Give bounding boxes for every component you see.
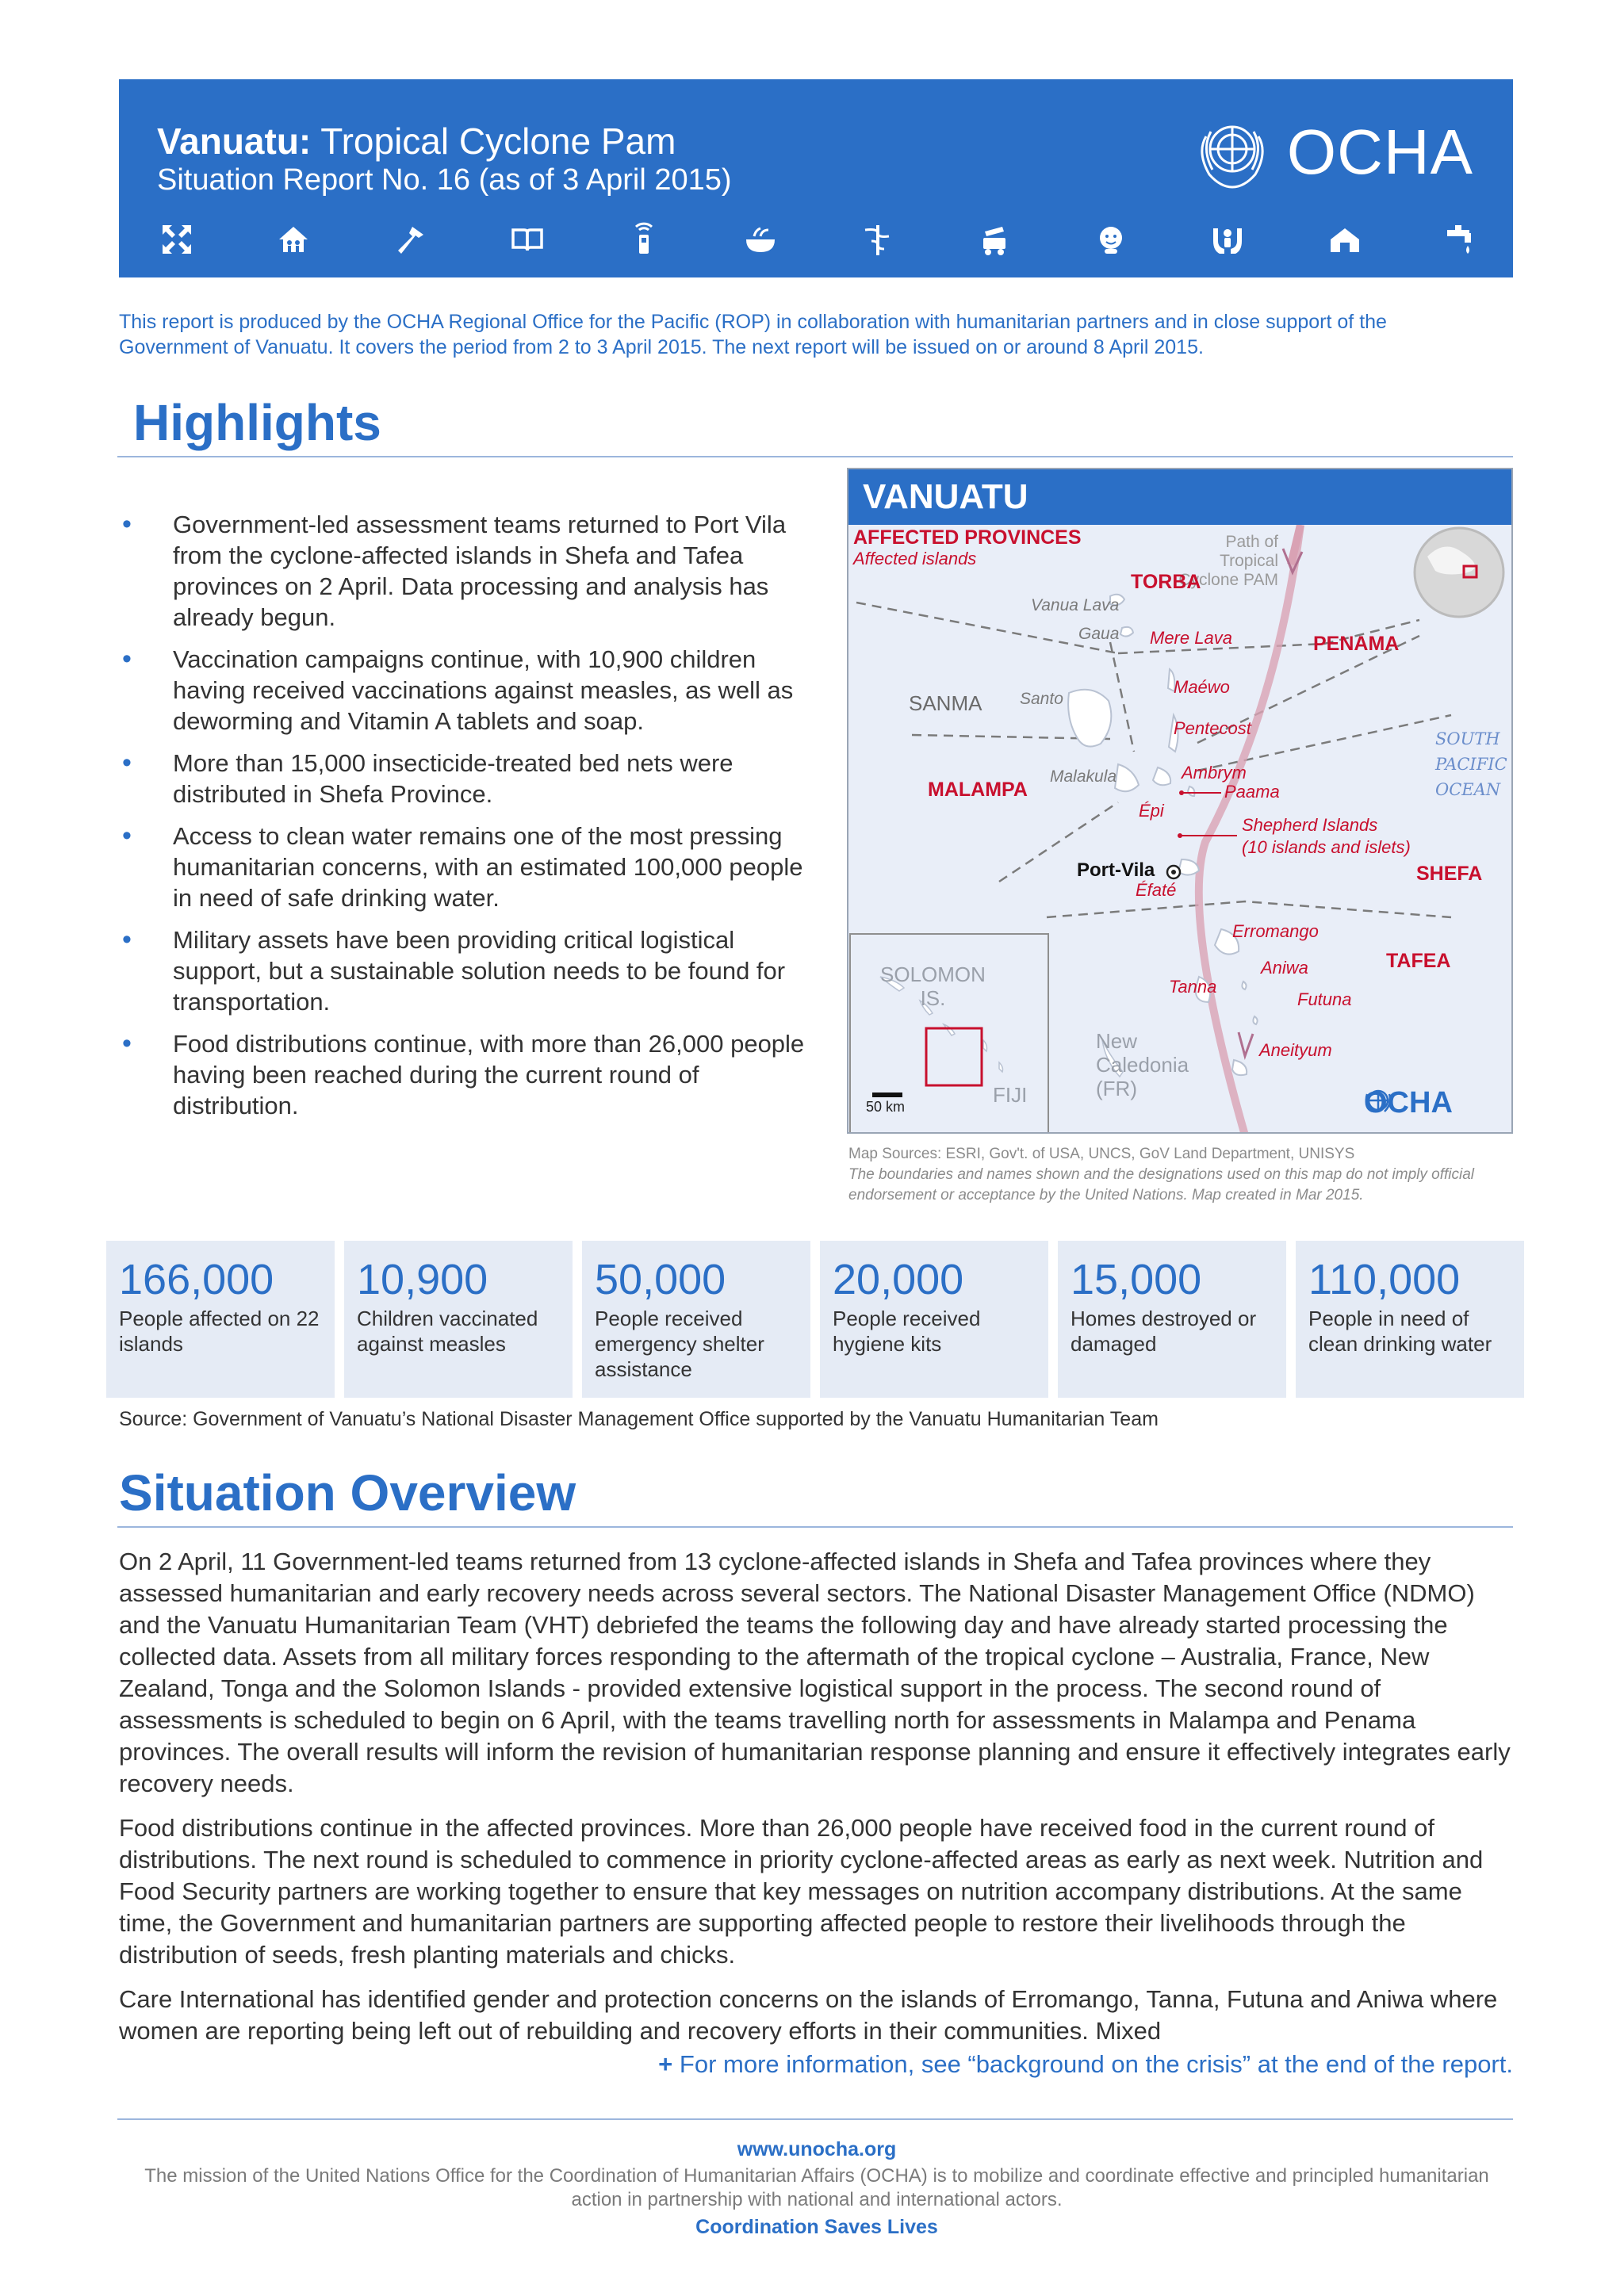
- island-erromango: Erromango: [1232, 921, 1319, 941]
- divider: [117, 2118, 1513, 2120]
- footer-url[interactable]: www.unocha.org: [737, 2138, 897, 2160]
- un-emblem-icon: [1364, 1086, 1392, 1115]
- stat-card: 10,900 Children vaccinated against measles: [344, 1241, 573, 1398]
- bullet-icon: •: [122, 509, 132, 539]
- education-icon: [508, 220, 547, 259]
- island-efate: Éfaté: [1136, 880, 1177, 900]
- bullet-icon: •: [122, 821, 132, 851]
- footer-mission: The mission of the United Nations Office for the Coordination of Humanitarian Affairs (OCHA) is to mobilize and coordinate effective and principled humanitarian action in partnership with national and international actors.: [144, 2165, 1489, 2210]
- map-sources: Map Sources: ESRI, Gov't. of USA, UNCS, GoV Land Department, UNISYS The boundaries and names shown and the designations used on this map do not imply official endorsement or acceptance by the United Nations. Map created in Mar 2015.: [848, 1146, 1474, 1203]
- camp-management-icon: [1325, 220, 1365, 259]
- overview-paragraph: Food distributions continue in the affected provinces. More than 26,000 people have received food in the current round of distributions. The next round is scheduled to commence in priority cyclone-affected areas as early as next week. Nutrition and Food Security partners are working together to ensure that key messages on nutrition accompany distributions. At the same time, the Government and humanitarian partners are supporting affected people to restore their livelihoods through the distribution of seeds, fresh planting materials and chicks.: [119, 1814, 1484, 1969]
- stat-card: 15,000 Homes destroyed or damaged: [1058, 1241, 1286, 1398]
- island-ambrym: Ambrym: [1182, 763, 1247, 783]
- cluster-icon-row: [157, 216, 1481, 263]
- bullet-icon: •: [122, 924, 132, 955]
- overview-paragraph: Care International has identified gender and protection concerns on the islands of Erromango, Tanna, Futuna and Aniwa where women are reporting being left out of rebuilding and recovery efforts in their communities. Mixed: [119, 1985, 1498, 2045]
- list-item: • More than 15,000 insecticide-treated bed nets were distributed in Shefa Province.: [122, 748, 733, 808]
- island-mere-lava: Mere Lava: [1150, 628, 1232, 648]
- province-tafea: TAFEA: [1386, 950, 1451, 972]
- island-malakula: Malakula: [1050, 767, 1117, 786]
- situation-overview-heading: Situation Overview: [119, 1464, 576, 1521]
- report-title: Vanuatu: Tropical Cyclone Pam: [157, 121, 676, 162]
- province-malampa: MALAMPA: [928, 779, 1028, 801]
- province-shefa: SHEFA: [1416, 863, 1483, 885]
- key-figures: [106, 1241, 1524, 1398]
- map-scale: 50 km: [866, 1099, 906, 1115]
- list-item: • Military assets have been providing critical logistical support, but a sustainable solution needs to be found for transportation.: [122, 924, 786, 1016]
- shelter-icon: [274, 220, 313, 259]
- island-santo: Santo: [1020, 690, 1063, 708]
- map-title: VANUATU: [848, 469, 1511, 525]
- island-aniwa: Aniwa: [1261, 958, 1308, 978]
- un-emblem-icon: [1189, 113, 1276, 192]
- coordination-icon: [157, 220, 197, 259]
- inset-fiji: FIJI: [993, 1083, 1028, 1107]
- report-intro: This report is produced by the OCHA Regional Office for the Pacific (ROP) in collaboration with humanitarian partners and in close support of the Government of Vanuatu. It covers the period from 2 to 3 April 2015. The next report will be issued on or around 8 April 2015.: [119, 311, 1387, 358]
- footer: [119, 2136, 1515, 2241]
- ocean-label: SOUTH PACIFIC OCEAN: [1435, 729, 1507, 799]
- logistics-icon: [975, 220, 1014, 259]
- inset-solomon: SOLOMON IS.: [880, 962, 986, 1010]
- island-vanua-lava: Vanua Lava: [1031, 596, 1120, 614]
- map-legend-provinces: AFFECTED PROVINCES: [853, 526, 1082, 549]
- header-banner: [119, 79, 1513, 277]
- new-caledonia-label: New Caledonia (FR): [1096, 1029, 1189, 1100]
- ocha-wordmark: OCHA: [1286, 117, 1473, 187]
- emergency-telecom-icon: [624, 220, 664, 259]
- island-paama: Paama: [1224, 782, 1280, 802]
- list-item: • Access to clean water remains one of the most pressing humanitarian concerns, with an estimated 100,000 people in need of safe drinking water.: [122, 821, 803, 912]
- highlights-heading: Highlights: [133, 394, 381, 451]
- food-security-icon: [741, 220, 780, 259]
- island-aneityum: Aneityum: [1259, 1040, 1332, 1060]
- health-icon: [858, 220, 898, 259]
- divider: [117, 1526, 1513, 1528]
- overview-paragraph: On 2 April, 11 Government-led teams returned from 13 cyclone-affected islands in Shefa and Tafea provinces where they assessed humanitarian and early recovery needs across several sectors. The National Disaster Management Office (NDMO) and the Vanuatu Humanitarian Team (VHT) debriefed the teams the following day and have already started processing the collected data. Assets from all military forces responding to the aftermath of the tropical cyclone – Australia, France, New Zealand, Tonga and the Solomon Islands - provided extensive logistical support in the process. The second round of assessments is scheduled to begin on 6 April, with the teams travelling north for assessments in Malampa and Penama provinces. The overall results will inform the revision of humanitarian response planning and ensure it effectively integrates early recovery needs.: [119, 1548, 1511, 1797]
- island-gaua: Gaua: [1078, 625, 1120, 643]
- highlights-list: [119, 509, 817, 1132]
- list-item: • Vaccination campaigns continue, with 10,900 children having received vaccinations against measles, as well as deworming and Vitamin A tablets and soap.: [122, 644, 794, 735]
- stat-card: 166,000 People affected on 22 islands: [106, 1241, 335, 1398]
- province-torba: TORBA: [1131, 571, 1201, 593]
- stats-source: Source: Government of Vanuatu’s National Disaster Management Office supported by the Vanuatu Humanitarian Team: [119, 1408, 1159, 1430]
- list-item: • Government-led assessment teams returned to Port Vila from the cyclone-affected islands in Shefa and Tafea provinces on 2 April. Data processing and analysis has already begun.: [122, 509, 787, 631]
- stat-card: 110,000 People in need of clean drinking water: [1296, 1241, 1524, 1398]
- footer-tagline: Coordination Saves Lives: [695, 2216, 938, 2238]
- bullet-icon: •: [122, 644, 132, 674]
- map-ocha-logo: OCHA: [1364, 1086, 1453, 1119]
- early-recovery-icon: [391, 220, 431, 259]
- bullet-icon: •: [122, 748, 132, 778]
- protection-icon: [1208, 220, 1247, 259]
- list-item: • Food distributions continue, with more than 26,000 people having been reached during the current round of distribution.: [122, 1028, 805, 1119]
- bullet-icon: •: [122, 1028, 132, 1058]
- province-penama: PENAMA: [1313, 633, 1400, 655]
- island-tanna: Tanna: [1169, 977, 1217, 997]
- vanuatu-map: [847, 468, 1513, 1134]
- island-epi: Épi: [1139, 801, 1164, 821]
- stat-card: 20,000 People received hygiene kits: [820, 1241, 1048, 1398]
- cyclone-path-label: Path of Tropical Cyclone PAM: [1178, 533, 1278, 589]
- nutrition-icon: [1091, 220, 1131, 259]
- ocha-logo[interactable]: [1189, 113, 1473, 192]
- island-futuna: Futuna: [1297, 989, 1352, 1009]
- island-pentecost: Pentecost: [1174, 718, 1251, 738]
- more-info-link[interactable]: + For more information, see “background on the crisis” at the end of the report.: [658, 2050, 1513, 2078]
- island-shepherd-note: (10 islands and islets): [1242, 837, 1411, 857]
- island-maewo: Maéwo: [1174, 677, 1230, 697]
- province-sanma: SANMA: [909, 691, 982, 715]
- map-legend-islands: Affected islands: [853, 549, 977, 568]
- divider: [117, 456, 1513, 457]
- report-subtitle: Situation Report No. 16 (as of 3 April 2015): [157, 163, 732, 197]
- capital-port-vila: Port-Vila: [1077, 859, 1155, 881]
- island-shepherd: Shepherd Islands: [1242, 815, 1378, 835]
- stat-card: 50,000 People received emergency shelter assistance: [582, 1241, 810, 1398]
- water-sanitation-icon: [1442, 220, 1481, 259]
